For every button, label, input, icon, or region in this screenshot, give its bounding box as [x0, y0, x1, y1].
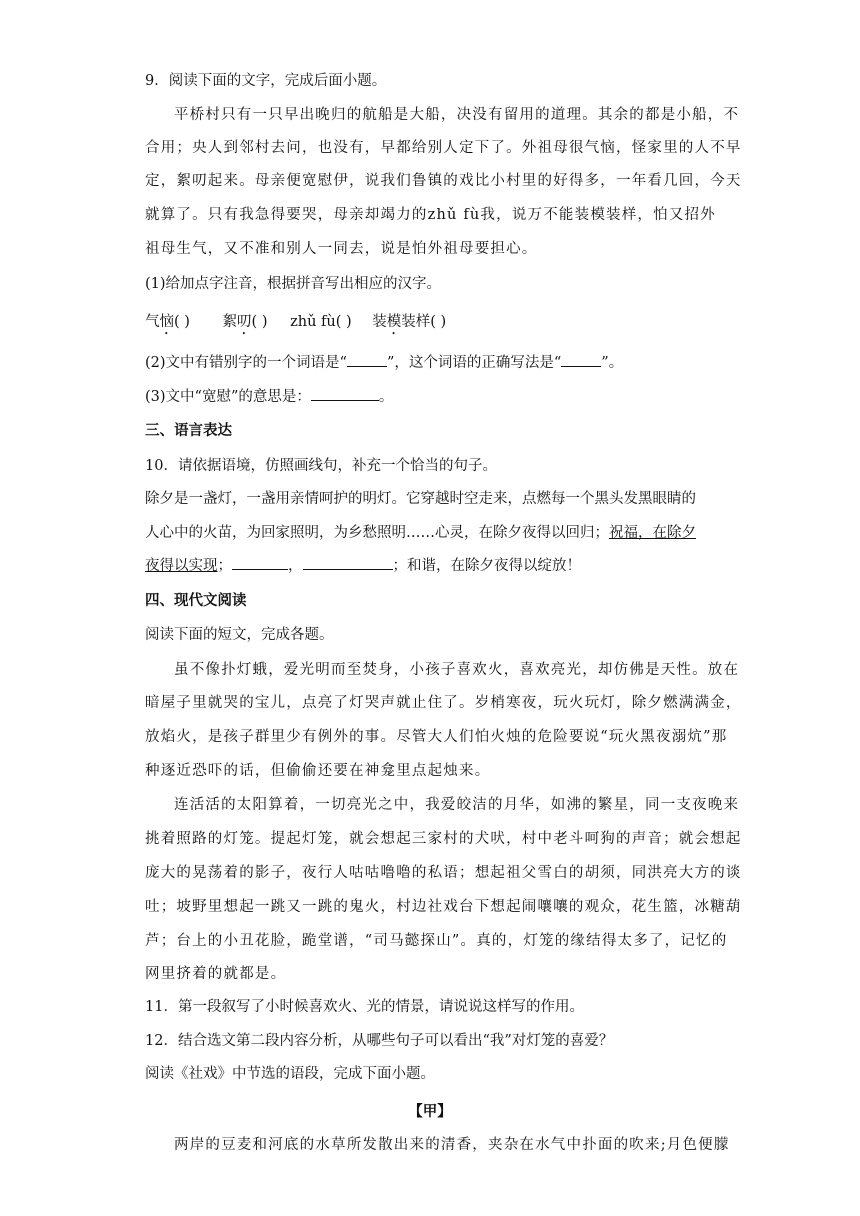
- q10-line: 夜得以实现； ， ；和谐，在除夕夜得以绽放！: [145, 555, 581, 577]
- q10-line: 除夕是一盏灯，一盏用亲情呵护的明灯。它穿越时空走来，点燃每一个黑头发黑眼睛的: [145, 491, 696, 507]
- passage-line: 平桥村只有一只早出晚归的航船是大船，决没有留用的道理。其余的都是小船，不: [174, 107, 740, 123]
- q11-stem: 11．第一段叙写了小时候喜欢火、光的情景，请说说这样写的作用。: [145, 999, 584, 1015]
- q9-sub3: (3)文中“宽慰”的意思是： 。: [145, 386, 393, 408]
- underlined-sentence: 祝福，在除夕: [609, 525, 696, 541]
- underlined-sentence: 夜得以实现: [145, 558, 218, 574]
- item-b: 絮叨( ): [222, 314, 268, 330]
- passage-line: 祖母生气，又不准和别人一同去，说是怕外祖母要担心。: [145, 241, 538, 257]
- passage-line: 两岸的豆麦和河底的水草所发散出来的清香，夹杂在水气中扑面的吹来;月色便朦: [174, 1137, 730, 1153]
- passage-line: 放焰火，是孩子群里少有例外的事。尽管大人们怕火烛的危险要说“玩火黑夜溺炕”那: [145, 729, 728, 745]
- shexi-intro: 阅读《社戏》中节选的语段，完成下面小题。: [145, 1066, 435, 1082]
- answer-blank[interactable]: [347, 352, 387, 367]
- passage-line: 网里挤着的就都是。: [145, 966, 287, 982]
- q9-sub1: (1)给加点字注音，根据拼音写出相应的汉字。: [145, 276, 442, 292]
- passage-line: 定，絮叨起来。母亲便宽慰伊，说我们鲁镇的戏比小村里的好得多，一年看几回，今天: [145, 173, 742, 189]
- answer-blank[interactable]: [303, 555, 393, 570]
- answer-blank[interactable]: [311, 386, 379, 401]
- q9-stem: 9．阅读下面的文字，完成后面小题。: [145, 73, 387, 89]
- section-heading: 四、现代文阅读: [145, 592, 247, 609]
- passage-line: 种逐近恐吓的话，但偷偷还要在神龛里点起烛来。: [145, 763, 491, 779]
- section-heading: 三、语言表达: [145, 422, 232, 439]
- answer-blank[interactable]: [561, 352, 601, 367]
- passage-line: 就算了。只有我急得要哭，母亲却竭力的zhǔ fù我，说万不能装模装样，怕又招外: [145, 207, 716, 223]
- answer-blank[interactable]: [232, 555, 288, 570]
- passage-line: 庞大的晃荡着的影子，夜行人咕咕噜噜的私语；想起祖父雪白的胡须，同洪亮大方的谈: [145, 865, 742, 881]
- item-c: zhǔ fù( ): [290, 314, 352, 330]
- passage-line: 暗屋子里就哭的宝儿，点亮了灯哭声就止住了。岁梢寒夜，玩火玩灯，除夕燃满满金，: [145, 695, 742, 711]
- excerpt-label: 【甲】: [408, 1103, 452, 1120]
- passage-line: 连活活的太阳算着，一切亮光之中，我爱皎洁的月华，如沸的繁星，同一支夜晚来: [174, 797, 740, 813]
- q9-sub2: (2)文中有错别字的一个词语是“ ”，这个词语的正确写法是“ ”。: [145, 352, 623, 374]
- item-a: 气恼( ): [145, 314, 190, 330]
- passage-line: 合用；央人到邻村去问，也没有，早都给别人定下了。外祖母很气恼，怪家里的人不早: [145, 140, 742, 156]
- pinyin-row: [145, 311, 446, 338]
- q12-stem: 12．结合选文第二段内容分析，从哪些句子可以看出“我”对灯笼的喜爱？: [145, 1033, 614, 1049]
- q10-line: 人心中的火苗，为回家照明，为乡愁照明……心灵，在除夕夜得以回归；祝福，在除夕: [145, 525, 696, 541]
- passage-line: 挑着照路的灯笼。提起灯笼，就会想起三家村的犬吠，村中老斗呵狗的声音；就会想起: [145, 831, 742, 847]
- passage-line: 虽不像扑灯蛾，爱光明而至焚身，小孩子喜欢火，喜欢亮光，却仿佛是天性。放在: [174, 662, 740, 678]
- passage-line: 芦；台上的小丑花脸，跪堂谱，“司马懿探山”。真的，灯笼的缘结得太多了，记忆的: [145, 933, 728, 949]
- passage-line: 吐；坡野里想起一跳又一跳的鬼火，村边社戏台下想起闹嚷嚷的观众，花生篮，冰糖葫: [145, 899, 742, 915]
- item-d: 装模装样( ): [372, 314, 447, 330]
- q10-stem: 10．请依据语境，仿照画线句，补充一个恰当的句子。: [145, 458, 497, 474]
- read-intro: 阅读下面的短文，完成各题。: [145, 627, 334, 643]
